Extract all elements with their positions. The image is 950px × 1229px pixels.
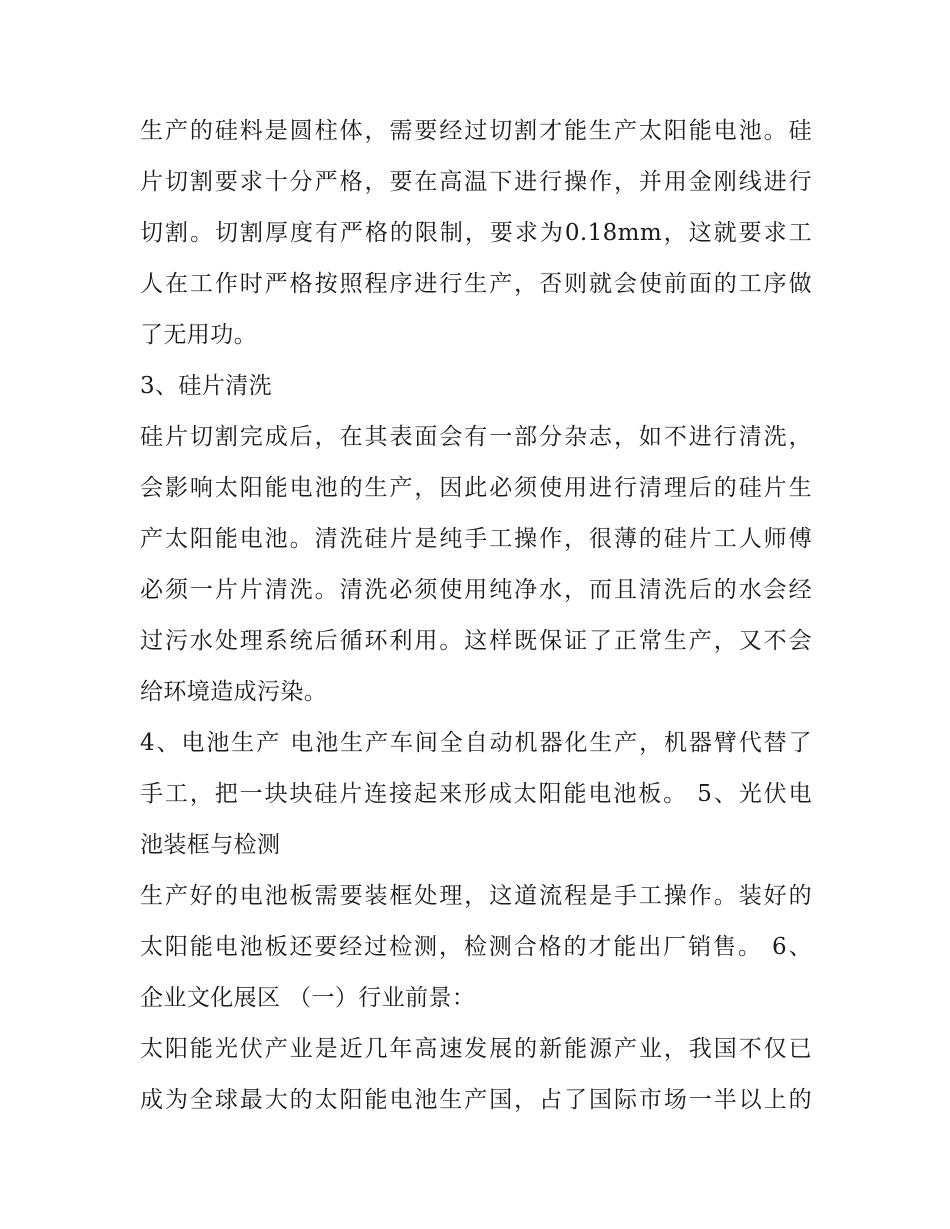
text-line: 4、电池生产 电池生产车间全自动机器化生产，机器臂代替了 [140, 730, 812, 756]
text-line: 太阳能光伏产业是近几年高速发展的新能源产业，我国不仅已 [140, 1036, 812, 1062]
text-line: 生产好的电池板需要装框处理，这道流程是手工操作。装好的 [140, 883, 812, 909]
text-line: 池装框与检测 [140, 832, 281, 858]
text-line: 生产的硅料是圆柱体，需要经过切割才能生产太阳能电池。硅 [140, 118, 812, 144]
text-line: 成为全球最大的太阳能电池生产国，占了国际市场一半以上的 [140, 1087, 812, 1113]
text-line: 硅片切割完成后，在其表面会有一部分杂志，如不进行清洗， [140, 424, 812, 450]
text-line: 片切割要求十分严格，要在高温下进行操作，并用金刚线进行 [140, 169, 812, 195]
text-line: 太阳能电池板还要经过检测，检测合格的才能出厂销售。 6、 [140, 934, 812, 960]
text-line: 产太阳能电池。清洗硅片是纯手工操作，很薄的硅片工人师傅 [140, 526, 812, 552]
text-line: 过污水处理系统后循环利用。这样既保证了正常生产，又不会 [140, 628, 812, 654]
text-line: 手工，把一块块硅片连接起来形成太阳能电池板。 5、光伏电 [140, 781, 812, 807]
text-line: 企业文化展区 （一）行业前景： [140, 985, 476, 1011]
text-line: 了无用功。 [140, 322, 257, 348]
section-heading: 3、硅片清洗 [140, 373, 273, 399]
document-page [140, 106, 812, 1126]
text-line: 必须一片片清洗。清洗必须使用纯净水，而且清洗后的水会经 [140, 577, 812, 603]
text-line: 切割。切割厚度有严格的限制，要求为0.18mm，这就要求工 [140, 220, 812, 246]
text-line: 会影响太阳能电池的生产，因此必须使用进行清理后的硅片生 [140, 475, 812, 501]
text-line: 给环境造成污染。 [140, 679, 328, 705]
text-line: 人在工作时严格按照程序进行生产，否则就会使前面的工序做 [140, 271, 812, 297]
